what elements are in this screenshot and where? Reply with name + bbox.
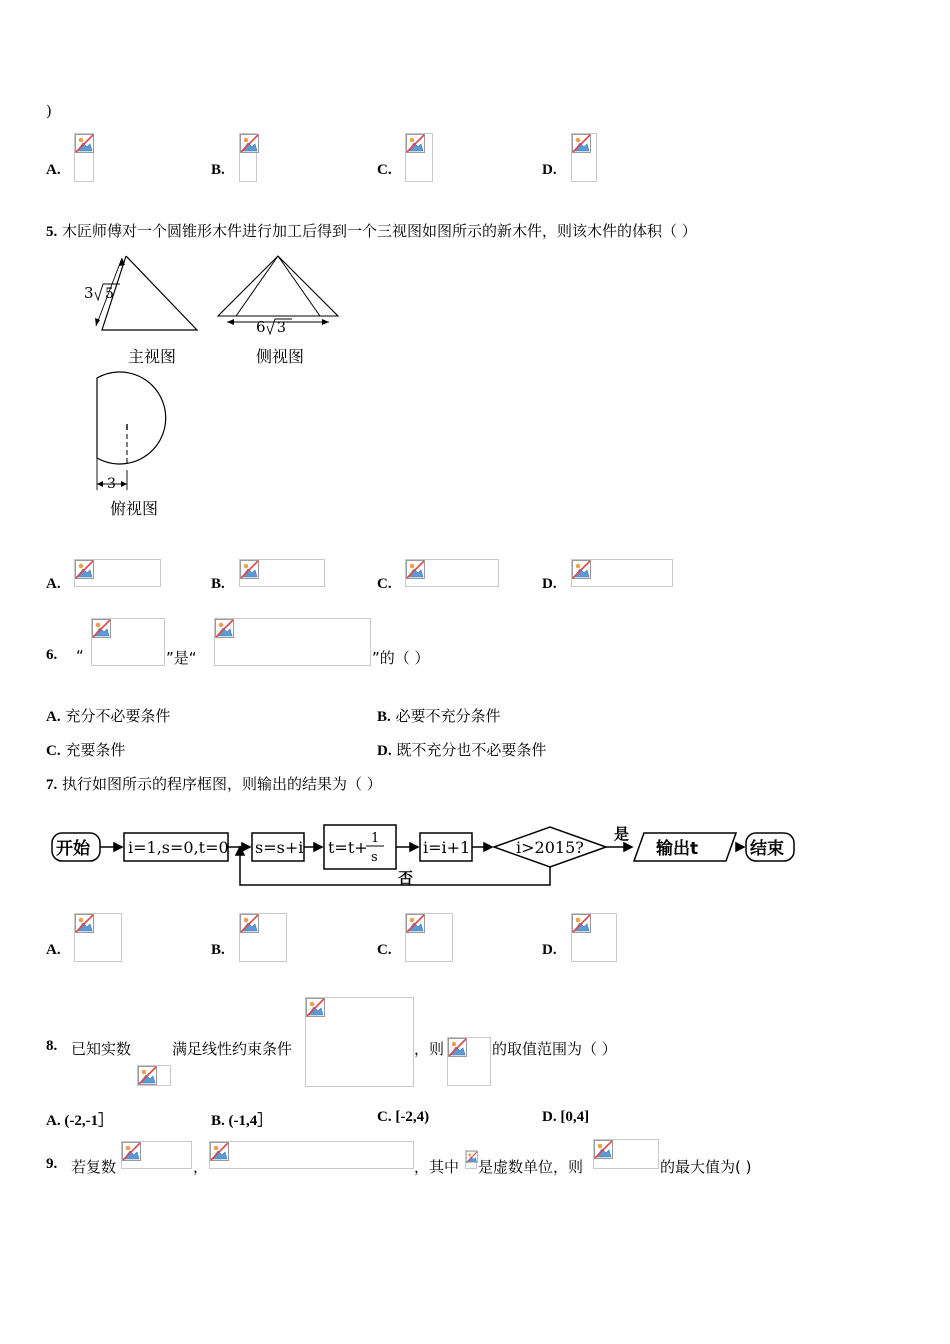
q8-option-a: A. (-2,-1］	[46, 1113, 114, 1129]
q5-option-a-label: A.	[46, 576, 61, 592]
q6-open-quote: “	[76, 647, 84, 665]
q4-option-b-label: B.	[211, 162, 225, 178]
q5-option-c-label: C.	[377, 576, 392, 592]
q8-text2: 满足线性约束条件	[172, 1040, 293, 1058]
broken-image-icon	[240, 914, 259, 933]
flow-yes-label: 是	[614, 825, 630, 843]
flow-step2-numerator: 1	[371, 831, 380, 846]
q6-option-b: B. 必要不充分条件	[377, 707, 501, 725]
q8-number: 8.	[46, 1038, 58, 1054]
broken-image-icon	[406, 914, 425, 933]
broken-image-icon	[75, 560, 94, 579]
q7-option-a-label: A.	[46, 942, 61, 958]
broken-image-icon	[594, 1140, 613, 1159]
q5-option-b-label: B.	[211, 576, 225, 592]
broken-image-icon	[75, 134, 94, 153]
broken-image-icon	[572, 560, 591, 579]
front-view	[84, 256, 197, 330]
q8-text4: 的取值范围为（ ）	[492, 1040, 617, 1058]
flow-init-text: i=1,s=0,t=0	[128, 838, 229, 857]
q9-z2-image	[209, 1141, 414, 1169]
q8-constraints-image	[305, 997, 414, 1087]
side-view	[218, 256, 338, 336]
broken-image-icon	[466, 1151, 478, 1163]
q6-condition-p-image	[91, 618, 165, 666]
q7-option-a-image	[74, 913, 122, 962]
q7-option-d-image	[571, 913, 617, 962]
flow-output-text: 输出t	[656, 839, 699, 859]
q6-option-a: A. 充分不必要条件	[46, 707, 171, 725]
q8-objective-image	[447, 1037, 491, 1086]
broken-image-icon	[138, 1066, 157, 1085]
q4-option-d-label: D.	[542, 162, 557, 178]
q9-text1: 若复数	[71, 1158, 117, 1176]
q5-option-b-image	[239, 559, 325, 587]
q9-text3: 是虚数单位，则	[478, 1158, 584, 1176]
q8-text1: 已知实数	[71, 1040, 132, 1058]
flow-step2-denominator: s	[371, 850, 378, 865]
q7-flowchart	[50, 815, 810, 895]
side-view-label: 侧视图	[256, 347, 305, 366]
q8-option-c: C. [-2,4)	[377, 1109, 430, 1125]
broken-image-icon	[210, 1142, 229, 1161]
q6-mid-text: ”是“	[166, 649, 197, 667]
q7-option-b-image	[239, 913, 287, 962]
q9-z1-image	[121, 1141, 192, 1169]
q8-variables-image	[137, 1065, 171, 1086]
flow-condition-text: i>2015?	[516, 838, 584, 857]
broken-image-icon	[572, 914, 591, 933]
q8-option-b: B. (-1,4］	[211, 1113, 273, 1129]
continuation-paren: )	[46, 102, 52, 120]
q7-option-c-image	[405, 913, 453, 962]
flow-step3-text: i=i+1	[423, 838, 471, 857]
top-dim: 3	[107, 476, 116, 492]
q7-option-c-label: C.	[377, 942, 392, 958]
q6-tail-text: ”的（ ）	[372, 649, 430, 667]
front-dim-coef: 3	[84, 284, 94, 302]
q5-option-a-image	[74, 559, 161, 587]
q6-option-d: D. 既不充分也不必要条件	[377, 741, 547, 759]
q4-option-a-image	[74, 133, 94, 182]
broken-image-icon	[240, 134, 259, 153]
q7-stem	[46, 773, 382, 794]
q8-option-d: D. [0,4]	[542, 1109, 590, 1125]
front-dim-radicand: 5	[105, 286, 114, 302]
q7-text: 执行如图所示的程序框图，则输出的结果为（ ）	[62, 775, 382, 793]
broken-image-icon	[448, 1038, 467, 1057]
q4-option-c-label: C.	[377, 162, 392, 178]
flow-no-label: 否	[398, 869, 414, 887]
flow-end-text: 结束	[750, 839, 784, 859]
q6-condition-q-image	[214, 618, 371, 666]
side-dim-radicand: 3	[277, 320, 286, 336]
flow-step1-text: s=s+i	[255, 838, 304, 857]
broken-image-icon	[92, 619, 111, 638]
broken-image-icon	[215, 619, 234, 638]
broken-image-icon	[75, 914, 94, 933]
q7-option-b-label: B.	[211, 942, 225, 958]
broken-image-icon	[122, 1142, 141, 1161]
q7-option-d-label: D.	[542, 942, 557, 958]
q9-comma: ，	[193, 1158, 209, 1176]
q9-number: 9.	[46, 1156, 58, 1172]
broken-image-icon	[406, 560, 425, 579]
q6-option-c: C. 充要条件	[46, 741, 126, 759]
top-view-label: 俯视图	[110, 499, 159, 518]
q5-option-c-image	[405, 559, 499, 587]
q8-text3: ，则	[414, 1040, 445, 1058]
broken-image-icon	[406, 134, 425, 153]
q4-option-b-image	[239, 133, 257, 182]
q4-option-a-label: A.	[46, 162, 61, 178]
q6-number: 6.	[46, 647, 58, 663]
side-dim-coef: 6	[256, 318, 266, 336]
broken-image-icon	[572, 134, 591, 153]
q5-number: 5.	[46, 224, 58, 240]
q9-text2: ，其中	[414, 1158, 460, 1176]
broken-image-icon	[306, 998, 325, 1017]
q5-text: 木匠师傅对一个圆锥形木件进行加工后得到一个三视图如图所示的新木件，则该木件的体积（ ）	[62, 222, 697, 240]
flow-start-text: 开始	[56, 839, 90, 859]
q9-expression-image	[593, 1139, 659, 1169]
q5-stem	[46, 220, 697, 241]
q9-i-image	[465, 1150, 477, 1169]
top-view	[97, 372, 166, 492]
q4-option-d-image	[571, 133, 597, 182]
q4-option-c-image	[405, 133, 433, 182]
broken-image-icon	[240, 560, 259, 579]
q5-option-d-label: D.	[542, 576, 557, 592]
q9-text4: 的最大值为( )	[660, 1158, 752, 1176]
front-view-label: 主视图	[128, 347, 177, 366]
flow-step2-prefix: t=t+	[328, 838, 368, 857]
q5-option-d-image	[571, 559, 673, 587]
q7-number: 7.	[46, 777, 58, 793]
q5-three-view-figure	[70, 248, 360, 528]
